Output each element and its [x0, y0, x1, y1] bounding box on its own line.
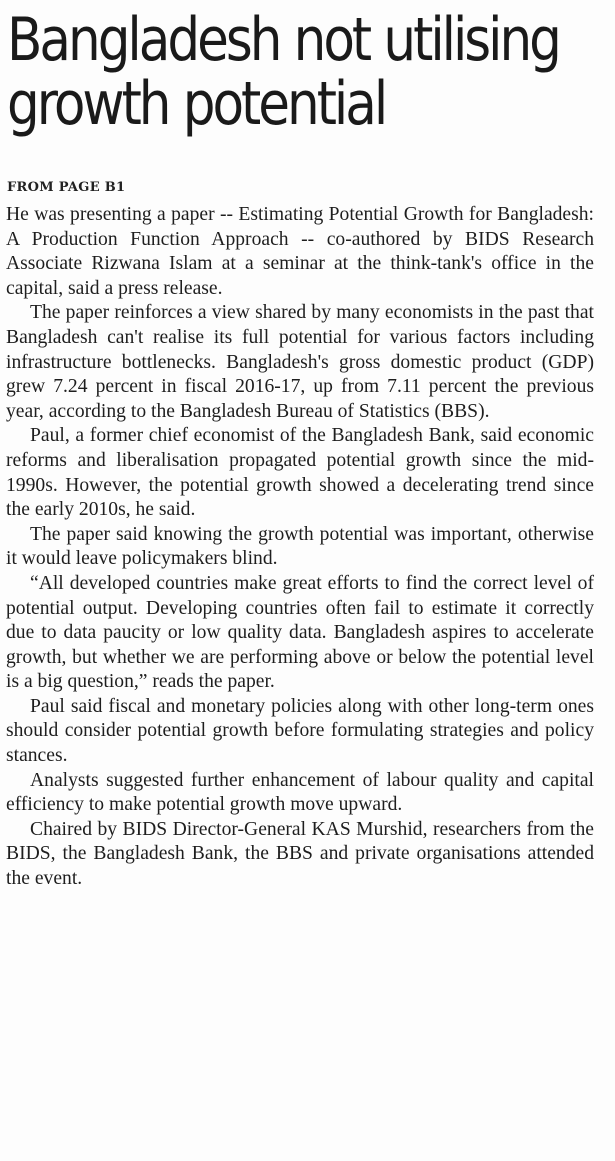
- article-body: [6, 203, 594, 892]
- paragraph: The paper reinforces a view shared by many economists in the past that Bangladesh can't realise its full potential for various factors including infrastructure bottlenecks. Bangladesh's gross domestic product (GDP) grew 7.24 percent in fiscal 2016-17, up from 7.11 percent the previous year, according to the Bangladesh Bureau of Statistics (BBS).: [6, 302, 594, 422]
- headline-line-1: Bangladesh not utilising: [7, 5, 559, 75]
- headline-line-2: growth potential: [7, 69, 386, 139]
- paragraph: Paul said fiscal and monetary policies along with other long-term ones should consider potential growth before formulating strategies and policy stances.: [6, 695, 594, 767]
- paragraph: He was presenting a paper -- Estimating Potential Growth for Bangladesh: A Production Function Approach -- co-authored by BIDS Research Associate Rizwana Islam at a seminar at the think-tank's office in the capital, said a press release.: [6, 204, 594, 299]
- continuation-label: FROM PAGE B1: [7, 180, 126, 195]
- paragraph: Chaired by BIDS Director-General KAS Murshid, researchers from the BIDS, the Bangladesh Bank, the BBS and private organisations attended the event.: [6, 818, 594, 890]
- paragraph: Analysts suggested further enhancement of labour quality and capital efficiency to make potential growth move upward.: [6, 769, 594, 816]
- paragraph: Paul, a former chief economist of the Bangladesh Bank, said economic reforms and liberalisation propagated potential growth since the mid-1990s. However, the potential growth showed a decelerating trend since the early 2010s, he said.: [6, 425, 594, 521]
- paragraph: The paper said knowing the growth potential was important, otherwise it would leave policymakers blind.: [6, 523, 594, 570]
- headline: [7, 5, 559, 139]
- paragraph: “All developed countries make great efforts to find the correct level of potential output. Developing countries often fail to estimate it correctly due to data paucity or low quality data. Bangladesh aspires to accelerate growth, but whether we are performing above or below the potential level is a big question,” reads the paper.: [6, 572, 594, 693]
